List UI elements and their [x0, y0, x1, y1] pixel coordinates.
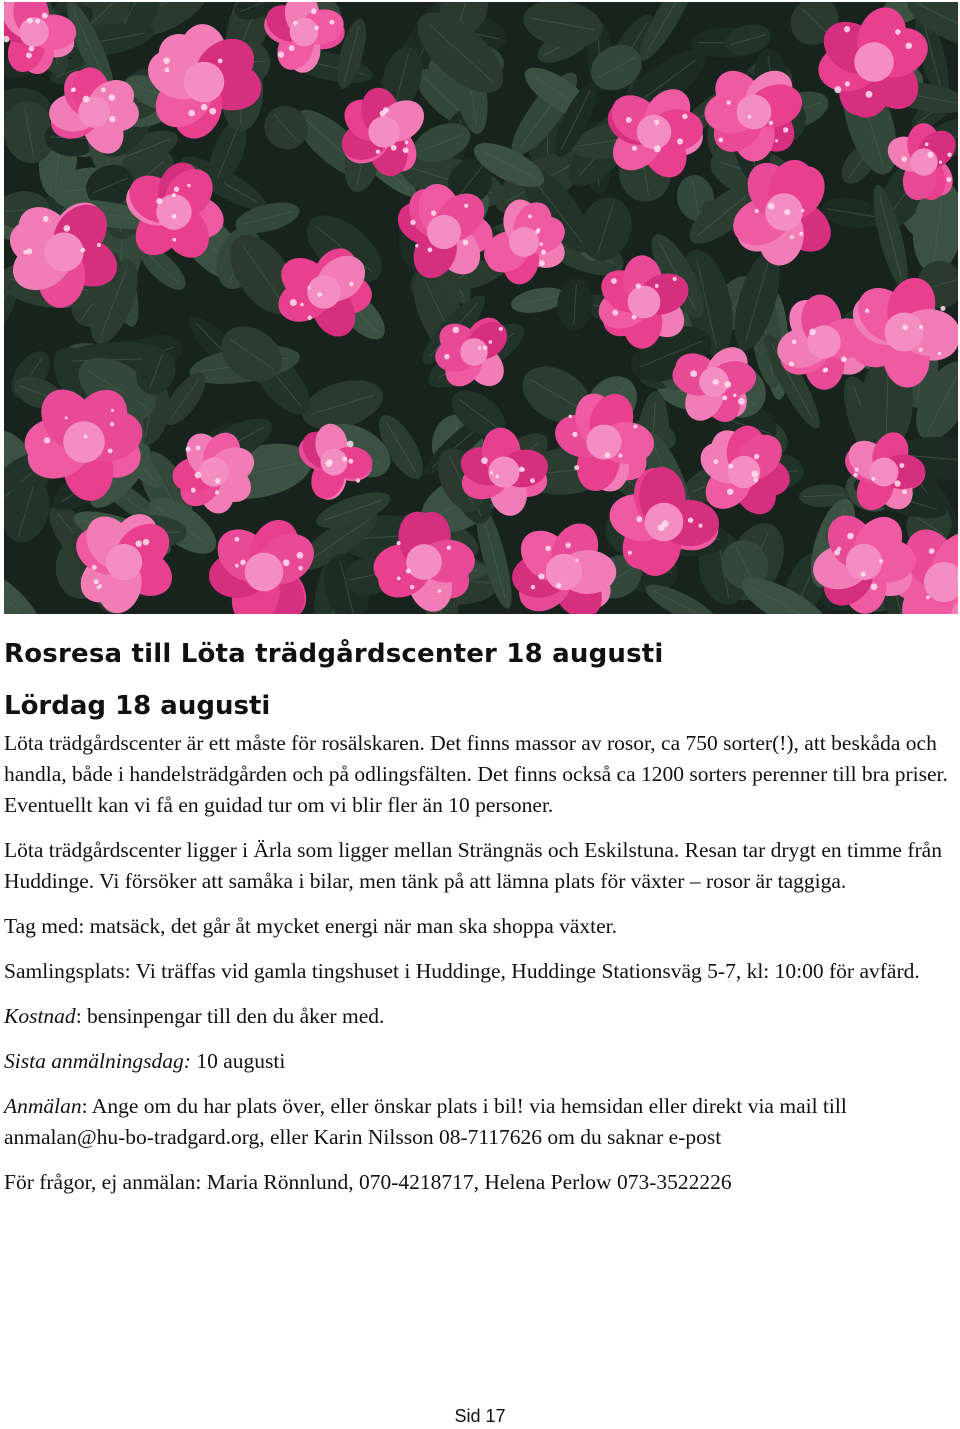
water-drop	[92, 565, 97, 570]
water-drop	[927, 152, 933, 158]
water-drop	[939, 160, 942, 163]
water-drop	[397, 577, 401, 581]
water-drop	[186, 447, 191, 452]
water-drop	[438, 589, 442, 593]
flower-center	[78, 96, 109, 127]
water-drop	[215, 478, 221, 484]
water-drop	[84, 435, 88, 439]
flower-center	[509, 227, 539, 257]
water-drop	[326, 460, 332, 466]
water-drop	[308, 286, 311, 289]
water-drop	[63, 225, 70, 232]
article-title: Rosresa till Löta trädgårdscenter 18 augusti	[4, 639, 664, 669]
paragraph-questions: För frågor, ej anmälan: Maria Rönnlund, 070-4218717, Helena Perlow 073-3522226	[4, 1170, 732, 1194]
flower-center	[586, 424, 621, 459]
water-drop	[604, 452, 610, 458]
water-drop	[464, 204, 468, 208]
water-drop	[636, 516, 642, 522]
water-drop	[919, 325, 923, 329]
water-drop	[297, 552, 304, 559]
water-drop	[768, 203, 775, 210]
water-drop	[431, 210, 436, 215]
water-drop	[26, 52, 32, 58]
flower-center	[737, 95, 772, 130]
water-drop	[855, 468, 859, 472]
water-drop	[946, 177, 951, 182]
water-drop	[201, 104, 207, 110]
water-drop	[171, 214, 176, 219]
water-drop	[726, 100, 730, 104]
water-drop	[111, 409, 114, 412]
water-drop	[348, 459, 353, 464]
flower-center	[460, 338, 487, 365]
water-drop	[566, 543, 571, 548]
paragraph-location: Löta trädgårdscenter ligger i Ärla som ligger mellan Strängnäs och Eskilstuna. Resan tar drygt en timme från Huddinge. Vi försöker att samåka i bilar, men tänk på att lämna plats för växter – rosor är taggiga.	[4, 838, 942, 893]
water-drop	[391, 145, 397, 151]
water-drop	[519, 467, 524, 472]
water-drop	[906, 42, 913, 49]
water-drop	[713, 459, 718, 464]
water-drop	[172, 193, 176, 197]
water-drop	[35, 19, 40, 24]
paragraph-intro: Löta trädgårdscenter är ett måste för rosälskaren. Det finns massor av rosor, ca 750 sorter(!), att beskåda och handla, både i handelsträdgården och på odlingsfälten. Det finns också ca 1200 sorters perenner till bra priser. Eventuellt kan vi få en guidad tur om vi blir fler än 10 personer.	[4, 731, 948, 817]
flower-center	[427, 215, 461, 249]
water-drop	[902, 325, 908, 331]
flower-center	[245, 553, 284, 592]
water-drop	[919, 348, 923, 352]
flower-center	[854, 42, 894, 82]
water-drop	[841, 356, 847, 362]
water-drop	[925, 142, 929, 146]
flower-center	[910, 148, 937, 175]
signup-label: Anmälan	[4, 1094, 82, 1118]
water-drop	[545, 546, 551, 552]
article-subtitle: Lördag 18 augusti	[4, 691, 271, 721]
water-drop	[632, 315, 637, 320]
water-drop	[926, 596, 930, 600]
water-drop	[108, 94, 115, 101]
water-drop	[753, 478, 758, 483]
paragraph-bring: Tag med: matsäck, det går åt mycket energi när man ska shoppa växter.	[4, 914, 618, 938]
water-drop	[792, 340, 797, 345]
water-drop	[690, 370, 697, 377]
water-drop	[403, 147, 409, 153]
water-drop	[940, 306, 945, 311]
paragraph-signup	[4, 1091, 954, 1153]
cost-text: : bensinpengar till den du åker med.	[75, 1004, 385, 1028]
paragraph-deadline	[4, 1046, 954, 1077]
water-drop	[196, 446, 201, 451]
water-drop	[427, 247, 432, 252]
water-drop	[290, 299, 297, 306]
water-drop	[654, 145, 661, 152]
page-number: Sid 17	[454, 1406, 506, 1426]
water-drop	[42, 13, 48, 19]
water-drop	[662, 520, 669, 527]
water-drop	[410, 220, 415, 225]
water-drop	[847, 533, 854, 540]
water-drop	[172, 238, 176, 242]
water-drop	[809, 329, 816, 336]
flower-center	[406, 544, 442, 580]
flower-center	[488, 456, 519, 487]
flower-center	[321, 449, 348, 476]
water-drop	[719, 138, 724, 143]
water-drop	[342, 457, 347, 462]
water-drop	[556, 583, 561, 588]
cost-label: Kostnad	[4, 1004, 76, 1028]
water-drop	[673, 277, 677, 281]
water-drop	[618, 454, 622, 458]
water-drop	[938, 352, 941, 355]
water-drop	[23, 250, 27, 254]
water-drop	[317, 292, 322, 297]
water-drop	[754, 454, 759, 459]
water-drop	[902, 489, 907, 494]
water-drop	[135, 540, 142, 547]
water-drop	[899, 463, 904, 468]
water-drop	[844, 26, 850, 32]
water-drop	[713, 379, 719, 385]
deadline-text: 10 augusti	[190, 1049, 286, 1073]
article	[4, 632, 954, 1198]
water-drop	[97, 243, 101, 247]
water-drop	[405, 140, 409, 144]
water-drop	[483, 345, 488, 350]
flower-center	[63, 421, 105, 463]
water-drop	[278, 51, 284, 57]
water-drop	[311, 8, 317, 14]
flower-center	[765, 193, 803, 231]
flower-center	[307, 275, 341, 309]
water-drop	[314, 25, 319, 30]
water-drop	[722, 395, 727, 400]
water-drop	[410, 585, 415, 590]
water-drop	[187, 184, 190, 187]
water-drop	[654, 120, 659, 125]
water-drop	[929, 548, 935, 554]
water-drop	[655, 284, 659, 288]
water-drop	[101, 87, 106, 92]
water-drop	[329, 20, 334, 25]
water-drop	[901, 156, 907, 162]
water-drop	[727, 489, 733, 495]
water-drop	[110, 422, 114, 426]
water-drop	[235, 564, 239, 568]
water-drop	[481, 457, 488, 464]
water-drop	[755, 209, 759, 213]
water-drop	[799, 232, 803, 236]
water-drop	[738, 398, 745, 405]
water-drop	[109, 116, 115, 122]
water-drop	[495, 475, 498, 478]
water-drop	[628, 551, 632, 555]
water-drop	[783, 127, 788, 132]
water-drop	[834, 550, 840, 556]
water-drop	[769, 121, 774, 126]
water-drop	[633, 425, 637, 429]
water-drop	[569, 415, 572, 418]
flower-center	[184, 62, 225, 103]
water-drop	[728, 464, 733, 469]
water-drop	[463, 240, 469, 246]
water-drop	[528, 215, 532, 219]
water-drop	[612, 310, 618, 316]
flower-center	[199, 457, 228, 486]
paragraph-cost	[4, 1001, 954, 1032]
water-drop	[724, 381, 731, 388]
water-drop	[406, 568, 411, 573]
water-drop	[293, 21, 298, 26]
water-drop	[108, 448, 113, 453]
water-drop	[376, 149, 380, 153]
water-drop	[195, 472, 202, 479]
water-drop	[143, 539, 150, 546]
water-drop	[298, 566, 302, 570]
water-drop	[845, 81, 850, 86]
water-drop	[478, 346, 481, 349]
water-drop	[163, 58, 169, 64]
water-drop	[871, 583, 878, 590]
water-drop	[699, 524, 703, 528]
water-drop	[240, 560, 246, 566]
flower-center	[106, 544, 142, 580]
water-drop	[218, 59, 223, 64]
water-drop	[349, 282, 354, 287]
water-drop	[530, 478, 535, 483]
water-drop	[636, 283, 642, 289]
water-drop	[531, 585, 535, 589]
water-drop	[632, 146, 637, 151]
water-drop	[444, 354, 449, 359]
water-drop	[834, 86, 841, 93]
water-drop	[682, 114, 687, 119]
water-drop	[751, 471, 758, 478]
flower-center	[19, 17, 49, 47]
water-drop	[541, 250, 546, 255]
water-drop	[572, 432, 577, 437]
water-drop	[347, 441, 354, 448]
water-drop	[895, 29, 901, 35]
water-drop	[784, 209, 790, 215]
water-drop	[575, 559, 578, 562]
water-drop	[165, 67, 170, 72]
water-drop	[539, 260, 545, 266]
paragraph-meeting-point: Samlingsplats: Vi träffas vid gamla tingshuset i Huddinge, Huddinge Stationsväg 5-7, kl: 10:00 för avfärd.	[4, 959, 920, 983]
azalea-photo	[4, 2, 958, 614]
water-drop	[688, 518, 693, 523]
water-drop	[626, 117, 632, 123]
water-drop	[283, 559, 290, 566]
water-drop	[397, 541, 401, 545]
azalea-photo-drawing	[4, 2, 958, 614]
water-drop	[29, 46, 35, 52]
water-drop	[191, 488, 196, 493]
water-drop	[308, 316, 312, 320]
water-drop	[383, 107, 389, 113]
water-drop	[83, 96, 90, 103]
water-drop	[44, 437, 50, 443]
water-drop	[871, 477, 875, 481]
water-drop	[499, 327, 503, 331]
water-drop	[98, 584, 102, 588]
water-drop	[611, 278, 617, 284]
water-drop	[789, 361, 794, 366]
water-drop	[415, 244, 418, 247]
water-drop	[866, 91, 873, 98]
water-drop	[801, 209, 804, 212]
water-drop	[823, 367, 828, 372]
water-drop	[235, 537, 240, 542]
water-drop	[677, 138, 683, 144]
flower-center	[637, 115, 671, 149]
water-drop	[65, 416, 68, 419]
water-drop	[447, 546, 451, 550]
water-drop	[489, 340, 493, 344]
flower-center	[628, 286, 661, 319]
water-drop	[535, 229, 540, 234]
water-drop	[72, 87, 76, 91]
water-drop	[43, 216, 49, 222]
water-drop	[574, 465, 579, 470]
water-drop	[894, 480, 900, 486]
flower-center	[884, 312, 923, 351]
water-drop	[174, 187, 179, 192]
water-drop	[188, 110, 195, 117]
water-drop	[27, 18, 33, 24]
water-drop	[156, 198, 162, 204]
water-drop	[861, 572, 866, 577]
flower-center	[44, 232, 83, 271]
water-drop	[538, 573, 544, 579]
water-drop	[947, 152, 951, 156]
water-drop	[300, 303, 303, 306]
flower-center	[870, 458, 899, 487]
water-drop	[453, 327, 460, 334]
water-drop	[93, 579, 98, 584]
signup-text: : Ange om du har plats över, eller önskar plats i bil! via hemsidan eller direkt via mail till anmalan@hu-bo-tradgard.org, eller Karin Nilsson 08-7117626 om du saknar e-post	[4, 1094, 847, 1149]
water-drop	[356, 478, 360, 482]
water-drop	[80, 248, 85, 253]
water-drop	[540, 242, 543, 245]
deadline-label: Sista anmälningsdag:	[4, 1049, 191, 1073]
water-drop	[879, 559, 883, 563]
water-drop	[775, 139, 778, 142]
water-drop	[790, 235, 794, 239]
water-drop	[865, 309, 869, 313]
water-drop	[215, 490, 219, 494]
water-drop	[853, 473, 857, 477]
water-drop	[733, 394, 736, 397]
water-drop	[209, 108, 216, 115]
flower-center	[368, 116, 399, 147]
water-drop	[289, 45, 295, 51]
water-drop	[490, 471, 493, 474]
water-drop	[748, 115, 751, 118]
